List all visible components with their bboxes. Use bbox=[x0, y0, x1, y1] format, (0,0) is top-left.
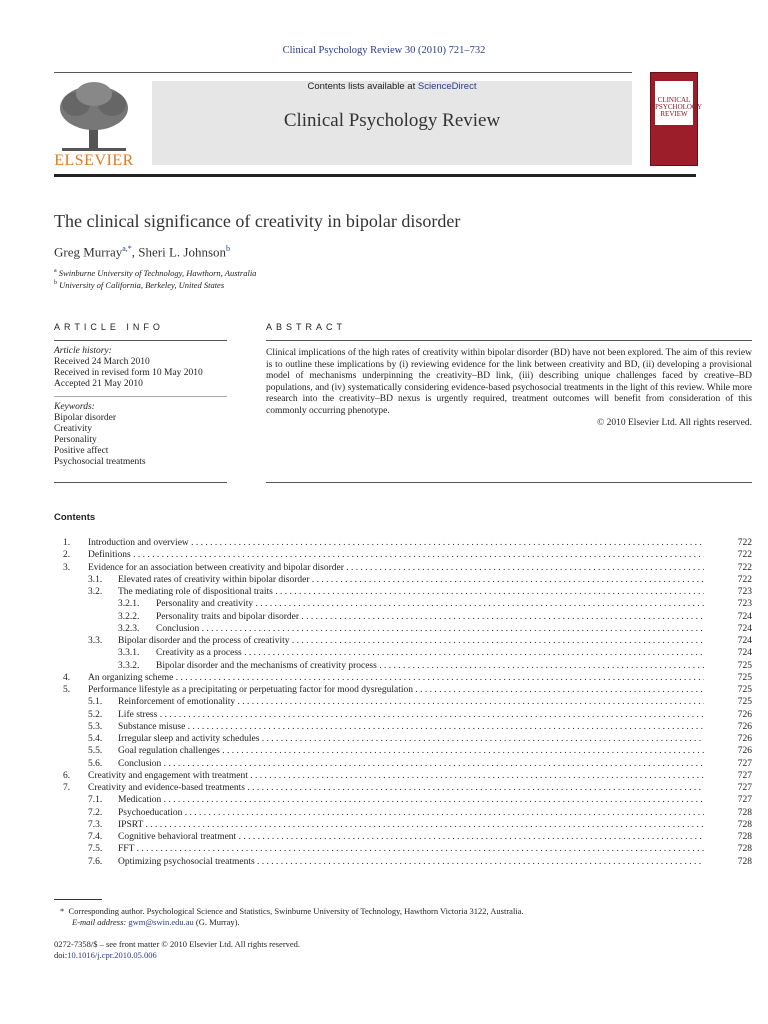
toc-entry-title[interactable]: Evidence for an association between creativity and bipolar disorder . . . bbox=[88, 562, 704, 574]
toc-entry-number: 5.3. bbox=[88, 721, 103, 732]
keywords-separator bbox=[54, 396, 227, 397]
toc-entry-page: 727 bbox=[737, 795, 752, 806]
toc-entry[interactable] bbox=[54, 843, 752, 855]
toc-entry-number: 5.6. bbox=[88, 758, 103, 769]
journal-reference-link[interactable]: Clinical Psychology Review 30 (2010) 721–732 bbox=[282, 45, 486, 56]
affiliation-b bbox=[54, 280, 224, 290]
author-separator: , bbox=[131, 244, 139, 260]
contents-prefix: Contents lists available at bbox=[307, 81, 418, 92]
toc-entry-number: 5.2. bbox=[88, 709, 103, 720]
toc-entry[interactable] bbox=[54, 819, 752, 831]
toc-entry[interactable] bbox=[54, 684, 752, 696]
toc-entry-title[interactable]: Goal regulation challenges . . . bbox=[118, 745, 704, 757]
toc-entry-title[interactable]: Introduction and overview . . . bbox=[88, 537, 704, 549]
corresponding-author-note bbox=[60, 906, 524, 916]
footnote-star: * bbox=[60, 906, 65, 916]
author-name: Sheri L. Johnson bbox=[138, 244, 227, 260]
toc-entry-page: 728 bbox=[737, 807, 752, 818]
toc-entry[interactable] bbox=[54, 807, 752, 819]
keyword: Psychosocial treatments bbox=[54, 457, 146, 467]
received-date: Received 24 March 2010 bbox=[54, 357, 150, 367]
toc-entry[interactable] bbox=[54, 623, 752, 635]
toc-entry-page: 723 bbox=[737, 587, 752, 597]
toc-entry-title[interactable]: Creativity and engagement with treatment . . . bbox=[88, 770, 704, 782]
toc-entry-page: 722 bbox=[737, 550, 752, 561]
toc-entry[interactable] bbox=[54, 782, 752, 794]
toc-entry[interactable] bbox=[54, 745, 752, 757]
toc-entry-number: 4. bbox=[63, 672, 71, 683]
abstract-heading: ABSTRACT bbox=[266, 322, 347, 332]
keywords-label: Keywords: bbox=[54, 402, 95, 412]
toc-entry-page: 727 bbox=[737, 770, 752, 781]
toc-entry-number: 3.2.1. bbox=[118, 599, 140, 610]
toc-entry-number: 3.3.2. bbox=[118, 660, 140, 671]
toc-entry[interactable] bbox=[54, 794, 752, 806]
toc-entry[interactable] bbox=[54, 831, 752, 843]
corresponding-text: Corresponding author. Psychological Science and Statistics, Swinburne University of Technology, Hawthorn Victoria 3122, Australia. bbox=[68, 906, 524, 916]
toc-entry[interactable] bbox=[54, 562, 752, 574]
affiliation-text: Swinburne University of Technology, Hawthorn, Australia bbox=[58, 268, 257, 278]
toc-entry-title[interactable]: Definitions . . . bbox=[88, 549, 704, 561]
toc-entry[interactable] bbox=[54, 733, 752, 745]
abstract-text-block bbox=[266, 348, 752, 429]
toc-entry-title[interactable]: The mediating role of dispositional traits . . . bbox=[118, 586, 704, 598]
revised-date: Received in revised form 10 May 2010 bbox=[54, 368, 203, 378]
keyword: Personality bbox=[54, 435, 97, 445]
toc-entry-number: 2. bbox=[63, 550, 71, 561]
accepted-date: Accepted 21 May 2010 bbox=[54, 379, 143, 389]
toc-entry-page: 726 bbox=[737, 721, 752, 732]
toc-entry-number: 5.4. bbox=[88, 734, 103, 744]
toc-entry-page: 724 bbox=[737, 611, 752, 622]
article-info-bottom-rule bbox=[54, 482, 227, 483]
email-note bbox=[72, 917, 240, 927]
toc-entry-page: 722 bbox=[737, 574, 752, 585]
affiliation-a bbox=[54, 268, 256, 278]
toc-entry-number: 3.2. bbox=[88, 587, 103, 597]
toc-entry-page: 728 bbox=[737, 819, 752, 830]
toc-entry-page: 725 bbox=[737, 685, 752, 695]
toc-entry-title[interactable]: Performance lifestyle as a precipitating or perpetuating factor for mood dysregulation . . . bbox=[88, 684, 704, 696]
toc-entry-title[interactable]: Psychoeducation . . . bbox=[118, 807, 704, 819]
toc-entry-page: 728 bbox=[737, 856, 752, 867]
toc-entry[interactable] bbox=[54, 758, 752, 770]
toc-entry-number: 5.1. bbox=[88, 697, 103, 708]
header-thick-rule bbox=[54, 174, 696, 177]
cover-label-panel bbox=[655, 81, 703, 125]
toc-entry[interactable] bbox=[54, 647, 752, 659]
toc-entry[interactable] bbox=[54, 770, 752, 782]
toc-entry-page: 722 bbox=[737, 562, 752, 573]
header-top-rule bbox=[54, 72, 632, 73]
toc-entry[interactable] bbox=[54, 611, 752, 623]
toc-entry-page: 726 bbox=[737, 734, 752, 744]
toc-entry-page: 728 bbox=[737, 844, 752, 855]
toc-entry-number: 6. bbox=[63, 770, 71, 781]
toc-entry-title[interactable]: Medication . . . bbox=[118, 794, 704, 806]
toc-entry-title[interactable]: Bipolar disorder and the process of creativity . . . bbox=[118, 635, 704, 647]
toc-entry-title[interactable]: Personality traits and bipolar disorder . . . bbox=[156, 611, 704, 623]
abstract-text: Clinical implications of the high rates of creativity within bipolar disorder (BD) have not been explored. The aim of this review is to outline these implications by (i) reviewing evidence for the link between creativity and BD, (ii) developing a provisional model of mechanisms underpinning the creativity–BD link, (iii) describing unique challenges faced by creative–BD populations, and (iv) systematically considering evidence-based psychosocial treatments in the light of this review. While more research into the creativity–BD nexus is urgently required, treatment outcomes will benefit from consideration of this commonly occurring phenotype. bbox=[266, 348, 752, 416]
toc-entry-title[interactable]: Reinforcement of emotionality . . . bbox=[118, 696, 704, 708]
doi-prefix: doi: bbox=[54, 950, 68, 960]
toc-entry-number: 7.6. bbox=[88, 856, 103, 867]
toc-entry-number: 7.5. bbox=[88, 844, 103, 855]
toc-entry[interactable] bbox=[54, 598, 752, 610]
toc-entry-number: 7. bbox=[63, 783, 71, 793]
toc-entry-number: 3.3.1. bbox=[118, 648, 140, 659]
toc-entry-title[interactable]: Conclusion . . . bbox=[118, 758, 704, 770]
toc-entry-title[interactable]: Personality and creativity . . . bbox=[156, 598, 704, 610]
toc-entry[interactable] bbox=[54, 709, 752, 721]
email-link[interactable]: gwm@swin.edu.au bbox=[128, 917, 194, 927]
toc-entry-title[interactable]: IPSRT . . . bbox=[118, 819, 704, 831]
toc-entry[interactable] bbox=[54, 696, 752, 708]
toc-entry-page: 725 bbox=[737, 697, 752, 708]
toc-entry-page: 724 bbox=[737, 648, 752, 659]
journal-cover-thumbnail[interactable] bbox=[650, 72, 703, 166]
toc-entry[interactable] bbox=[54, 635, 752, 647]
toc-entry-page: 724 bbox=[737, 636, 752, 646]
doi-link[interactable]: 10.1016/j.cpr.2010.05.006 bbox=[67, 950, 157, 960]
toc-entry-number: 3.2.2. bbox=[118, 611, 140, 622]
article-info-rule bbox=[54, 340, 227, 341]
toc-entry-number: 5.5. bbox=[88, 746, 103, 757]
abstract-rule bbox=[266, 340, 752, 341]
toc-entry-page: 722 bbox=[737, 538, 752, 548]
keyword: Positive affect bbox=[54, 446, 109, 456]
toc-entry[interactable] bbox=[54, 660, 752, 672]
toc-entry-number: 3.1. bbox=[88, 574, 103, 585]
history-label: Article history: bbox=[54, 346, 112, 356]
footnote-rule bbox=[54, 899, 102, 900]
toc-entry[interactable] bbox=[54, 721, 752, 733]
copyright-line: © 2010 Elsevier Ltd. All rights reserved. bbox=[597, 417, 752, 428]
toc-entry[interactable] bbox=[54, 586, 752, 598]
affiliation-text: University of California, Berkeley, United States bbox=[59, 280, 225, 290]
affiliation-mark: a bbox=[54, 268, 57, 275]
toc-entry-title[interactable]: Creativity and evidence-based treatments . . . bbox=[88, 782, 704, 794]
article-title: The clinical significance of creativity in bipolar disorder bbox=[54, 211, 461, 231]
toc-entry-number: 3.2.3. bbox=[118, 623, 140, 634]
toc-entry-page: 725 bbox=[737, 660, 752, 671]
toc-entry-title[interactable]: Substance misuse . . . bbox=[118, 721, 704, 733]
toc-entry[interactable] bbox=[54, 672, 752, 684]
author-affiliation-link[interactable]: b bbox=[226, 244, 231, 253]
toc-entry[interactable] bbox=[54, 856, 752, 868]
toc-entry-number: 7.1. bbox=[88, 795, 103, 806]
toc-entry-page: 728 bbox=[737, 832, 752, 842]
cover-title: CLINICAL PSYCHOLOGY REVIEW bbox=[655, 96, 703, 118]
sciencedirect-link[interactable]: ScienceDirect bbox=[417, 81, 477, 92]
author-line bbox=[54, 244, 230, 260]
affiliation-mark: b bbox=[54, 280, 57, 287]
toc-entry-title[interactable]: Elevated rates of creativity within bipolar disorder . . . bbox=[118, 574, 704, 586]
toc-entry-number: 5. bbox=[63, 685, 71, 695]
toc-entry-page: 723 bbox=[737, 599, 752, 610]
email-suffix: (G. Murray). bbox=[193, 917, 240, 927]
elsevier-wordmark: ELSEVIER bbox=[54, 152, 134, 169]
toc-entry-title[interactable]: Creativity as a process . . . bbox=[156, 647, 704, 659]
keyword: Creativity bbox=[54, 424, 92, 434]
toc-entry-number: 3. bbox=[63, 562, 71, 573]
author-affiliation-link[interactable]: a,* bbox=[122, 244, 132, 253]
toc-entry-title[interactable]: Cognitive behavioral treatment . . . bbox=[118, 831, 704, 843]
toc-entry-number: 1. bbox=[63, 538, 71, 548]
journal-title: Clinical Psychology Review bbox=[283, 110, 501, 131]
article-info-heading: ARTICLE INFO bbox=[54, 322, 164, 332]
toc-entry-title[interactable]: Conclusion . . . bbox=[156, 623, 704, 635]
toc-entry[interactable] bbox=[54, 549, 752, 561]
toc-entry[interactable] bbox=[54, 537, 752, 549]
toc-entry-page: 727 bbox=[737, 758, 752, 769]
email-label: E-mail address: bbox=[72, 917, 129, 927]
toc-entry-title[interactable]: Irregular sleep and activity schedules . . . bbox=[118, 733, 704, 745]
toc-entry-page: 727 bbox=[737, 783, 752, 793]
toc-entry-page: 725 bbox=[737, 672, 752, 683]
toc-entry-title[interactable]: An organizing scheme . . . bbox=[88, 672, 704, 684]
doi-line bbox=[54, 950, 157, 960]
toc-entry-title[interactable]: Bipolar disorder and the mechanisms of creativity process . . . bbox=[156, 660, 704, 672]
toc-entry-number: 7.4. bbox=[88, 832, 103, 842]
toc-entry-page: 726 bbox=[737, 746, 752, 757]
contents-available-line bbox=[152, 81, 632, 92]
author-name: Greg Murray bbox=[54, 244, 123, 260]
toc-entry-number: 3.3. bbox=[88, 636, 103, 646]
toc-entry-title[interactable]: FFT . . . bbox=[118, 843, 704, 855]
toc-entry[interactable] bbox=[54, 574, 752, 586]
abstract-bottom-rule bbox=[266, 482, 752, 483]
toc-entry-page: 724 bbox=[737, 623, 752, 634]
toc-entry-number: 7.3. bbox=[88, 819, 103, 830]
toc-entry-title[interactable]: Optimizing psychosocial treatments . . . bbox=[118, 856, 704, 868]
contents-heading: Contents bbox=[54, 512, 96, 523]
issn-line: 0272-7358/$ – see front matter © 2010 Elsevier Ltd. All rights reserved. bbox=[54, 939, 301, 949]
toc-entry-title[interactable]: Life stress . . . bbox=[118, 709, 704, 721]
toc-entry-page: 726 bbox=[737, 709, 752, 720]
keyword: Bipolar disorder bbox=[54, 413, 117, 423]
toc-entry-number: 7.2. bbox=[88, 807, 103, 818]
